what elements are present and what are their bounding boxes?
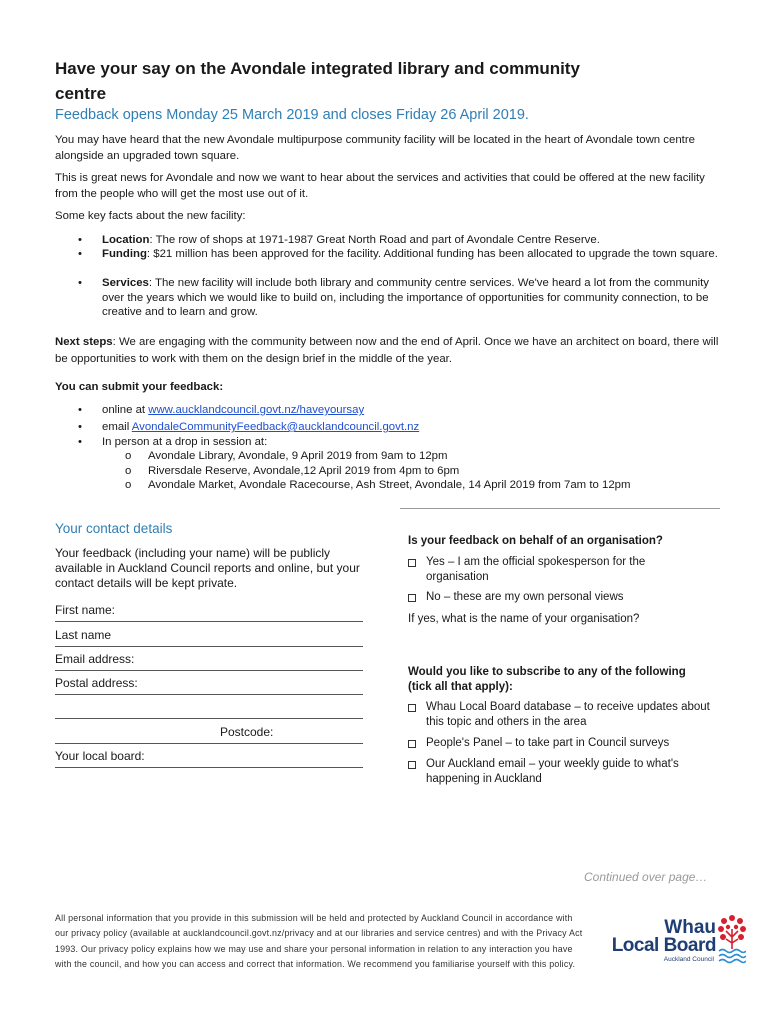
first-name-field[interactable]: First name: (55, 602, 363, 622)
subscribe-question: Would you like to subscribe to any of the following (tick all that apply): (408, 666, 686, 693)
submit-heading: You can submit your feedback: (55, 381, 224, 393)
last-name-field[interactable]: Last name (55, 627, 363, 647)
bullet-icon: • (78, 404, 82, 416)
logo-line-2: Local Board (611, 935, 716, 956)
next-steps-paragraph: Next steps: We are engaging with the community between now and the end of April. Once we have an architect on board, there will be opportunities to work with them on the design brief in the middle of the year. (55, 336, 719, 365)
subscribe-our-auckland-option[interactable]: Our Auckland email – your weekly guide to what's happening in Auckland (408, 757, 728, 787)
circle-bullet-icon: o (125, 465, 132, 477)
logo-line-3: Auckland Council (663, 956, 714, 963)
checkbox-icon[interactable] (408, 594, 416, 602)
bullet-icon: • (78, 277, 82, 289)
circle-bullet-icon: o (125, 450, 132, 462)
key-fact-location: • Location: The row of shops at 1971-1987 Great North Road and part of Avondale Centre Reserve. (78, 234, 600, 246)
session-item: o Riversdale Reserve, Avondale,12 April 2019 from 4pm to 6pm (125, 465, 460, 477)
feedback-email-link[interactable]: AvondaleCommunityFeedback@aucklandcouncil.govt.nz (131, 421, 420, 433)
session-item: o Avondale Market, Avondale Racecourse, Ash Street, Avondale, 14 April 2019 from 7am to 12pm (125, 479, 631, 491)
postcode-field[interactable]: Postcode: (55, 724, 363, 744)
org-yes-option[interactable]: Yes – I am the official spokesperson for the organisation (408, 555, 728, 585)
feedback-dates: Feedback opens Monday 25 March 2019 and closes Friday 26 April 2019. (55, 107, 529, 123)
checkbox-icon[interactable] (408, 704, 416, 712)
privacy-note: Your feedback (including your name) will be publicly available in Auckland Council reports and online, but your contact details will be kept private. (55, 546, 360, 590)
pohutukawa-icon (718, 915, 746, 965)
key-fact-funding: • Funding: $21 million has been approved for the facility. Additional funding has been allocated to upgrade the town square. (78, 248, 718, 260)
subscribe-peoples-panel-option[interactable]: People's Panel – to take part in Council surveys (408, 736, 728, 751)
logo-line-1: Whau (664, 917, 716, 938)
checkbox-icon[interactable] (408, 740, 416, 748)
privacy-statement: All personal information that you provide in this submission will be held and protected by Auckland Council in accordance with our privacy policy (available at aucklandcouncil.govt.nz/privacy and at our libraries and service centres) and with the Privacy Act 1993. Our privacy policy explains how we may use and share your personal information in relation to any interaction you have with the council, and how you can access and correct that information. We recommend you familiarise yourself with this policy. (55, 913, 583, 970)
local-board-field[interactable]: Your local board: (55, 748, 363, 768)
submit-online: • online at www.aucklandcouncil.govt.nz/haveyoursay (78, 404, 365, 416)
checkbox-icon[interactable] (408, 761, 416, 769)
bullet-icon: • (78, 421, 82, 433)
intro-paragraph-2: This is great news for Avondale and now we want to hear about the services and activities that could be offered at the new facility from the people who will get the most use out of it. (55, 172, 705, 200)
org-no-option[interactable]: No – these are my own personal views (408, 590, 728, 605)
email-address-field[interactable]: Email address: (55, 651, 363, 671)
bullet-icon: • (78, 248, 82, 260)
page-title: Have your say on the Avondale integrated library and community centre (55, 59, 580, 103)
haveyoursay-link[interactable]: www.aucklandcouncil.govt.nz/haveyoursay (148, 404, 365, 416)
contact-details-heading: Your contact details (55, 521, 173, 536)
submit-email: • email AvondaleCommunityFeedback@aucklandcouncil.govt.nz (78, 421, 420, 433)
org-name-question: If yes, what is the name of your organisation? (408, 613, 640, 625)
key-facts-intro: Some key facts about the new facility: (55, 210, 246, 222)
submit-in-person: • In person at a drop in session at: (78, 436, 268, 448)
postal-address-field[interactable]: Postal address: (55, 675, 363, 695)
continued-note: Continued over page… (584, 870, 708, 884)
circle-bullet-icon: o (125, 479, 132, 491)
section-divider (400, 508, 720, 509)
bullet-icon: • (78, 436, 82, 448)
checkbox-icon[interactable] (408, 559, 416, 567)
session-item: o Avondale Library, Avondale, 9 April 2019 from 9am to 12pm (125, 450, 448, 462)
bullet-icon: • (78, 234, 82, 246)
postal-address-line-2[interactable] (55, 699, 363, 719)
organisation-question: Is your feedback on behalf of an organisation? (408, 535, 663, 547)
key-fact-services: • Services: The new facility will include both library and community centre services. We've heard a lot from the community over the years which we would like to build on, including the importance of opportunities for community connection, to be creative and to learn and grow. (78, 277, 710, 318)
intro-paragraph-1: You may have heard that the new Avondale multipurpose community facility will be located in the heart of Avondale town centre alongside an upgraded town square. (55, 134, 695, 162)
subscribe-whau-option[interactable]: Whau Local Board database – to receive updates about this topic and others in the area (408, 700, 728, 730)
whau-local-board-logo (584, 913, 744, 973)
